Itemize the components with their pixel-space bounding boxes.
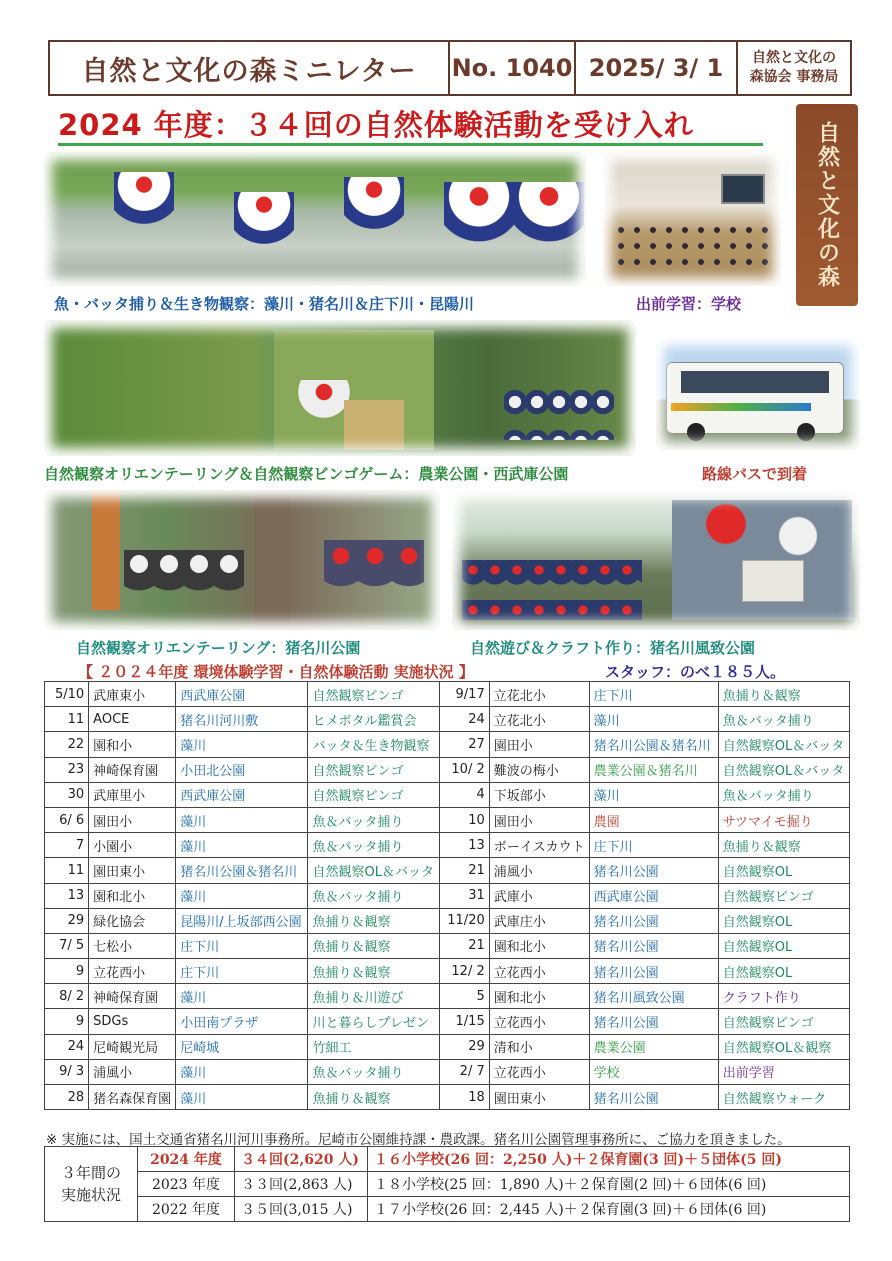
date-cell: 13 xyxy=(45,883,89,908)
letter-header xyxy=(48,40,852,96)
summary-count: ３３回(2,863 人) xyxy=(235,1172,368,1197)
photo-orienteering-park xyxy=(44,320,636,456)
section-title: 【 ２０２４年度 環境体験学習・自然体験活動 実施状況 】 xyxy=(78,663,474,681)
table-row xyxy=(45,933,850,958)
caption-craft: 自然遊び＆クラフト作り：猪名川風致公園 xyxy=(470,639,756,657)
photo-craft xyxy=(452,490,860,630)
date-cell: 9/ 3 xyxy=(45,1059,89,1084)
school-cell: 猪名森保育園 xyxy=(89,1085,176,1110)
date-cell: 5/10 xyxy=(45,682,89,707)
publisher-line1: 自然と文化の xyxy=(752,50,836,66)
place-cell: 農園 xyxy=(589,807,718,832)
summary-year: 2023 年度 xyxy=(138,1172,235,1197)
publisher xyxy=(738,42,850,94)
activity-cell: 自然観察OL＆観察 xyxy=(718,1034,849,1059)
school-cell: 立花北小 xyxy=(489,707,589,732)
table-row xyxy=(45,757,850,782)
place-cell: 猪名川公園 xyxy=(589,1009,718,1034)
school-cell: 尼崎観光局 xyxy=(89,1034,176,1059)
place-cell: 昆陽川/上坂部西公園 xyxy=(176,908,308,933)
place-cell: 庄下川 xyxy=(176,933,308,958)
summary-detail: １７小学校(26 回：2,445 人)＋２保育園(3 回)＋６団体(6 回) xyxy=(368,1197,850,1222)
date-cell: 23 xyxy=(45,757,89,782)
school-cell: 武庫東小 xyxy=(89,682,176,707)
date-cell: 7 xyxy=(45,833,89,858)
activity-cell: 自然観察ビンゴ xyxy=(308,782,439,807)
summary-year: 2022 年度 xyxy=(138,1197,235,1222)
table-row xyxy=(45,908,850,933)
forest-signpost xyxy=(796,104,858,306)
date-cell: 27 xyxy=(439,732,489,757)
activity-cell: クラフト作り xyxy=(718,984,849,1009)
school-cell: 立花西小 xyxy=(489,959,589,984)
place-cell: 西武庫公園 xyxy=(176,682,308,707)
activity-cell: サツマイモ掘り xyxy=(718,807,849,832)
activity-cell: 自然観察ビンゴ xyxy=(718,883,849,908)
school-cell: ボーイスカウト xyxy=(489,833,589,858)
activity-cell: 魚＆バッタ捕り xyxy=(308,807,439,832)
summary-label-line1: ３年間の xyxy=(60,1164,121,1182)
place-cell: 庄下川 xyxy=(589,682,718,707)
acknowledgement-note: ※ 実施には、国土交通省猪名川河川事務所。尼崎市公園維持課・農政課。猪名川公園管理事務所に、ご協力を頂きました。 xyxy=(46,1132,791,1148)
publisher-line2: 森協会 事務局 xyxy=(749,69,839,85)
school-cell: 神崎保育園 xyxy=(89,984,176,1009)
place-cell: 藻川 xyxy=(589,782,718,807)
table-row xyxy=(45,682,850,707)
school-cell: 立花西小 xyxy=(89,959,176,984)
place-cell: 猪名川公園 xyxy=(589,858,718,883)
place-cell: 猪名川河川敷 xyxy=(176,707,308,732)
school-cell: 立花西小 xyxy=(489,1009,589,1034)
date-cell: 11 xyxy=(45,707,89,732)
place-cell: 猪名川公園 xyxy=(589,908,718,933)
school-cell: 園田小 xyxy=(89,807,176,832)
table-row xyxy=(45,984,850,1009)
caption-river: 魚・バッタ捕り＆生き物観察：藻川・猪名川＆庄下川・昆陽川 xyxy=(54,295,475,313)
activity-cell: 竹細工 xyxy=(308,1034,439,1059)
school-cell: 小園小 xyxy=(89,833,176,858)
date-cell: 9 xyxy=(45,1009,89,1034)
activity-cell: 魚捕り＆観察 xyxy=(308,1085,439,1110)
activity-cell: 魚捕り＆観察 xyxy=(718,833,849,858)
table-row xyxy=(45,807,850,832)
activity-cell: 魚＆バッタ捕り xyxy=(308,833,439,858)
activity-cell: 自然観察ウォーク xyxy=(718,1085,849,1110)
date-cell: 29 xyxy=(45,908,89,933)
date-cell: 24 xyxy=(45,1034,89,1059)
date-cell: 8/ 2 xyxy=(45,984,89,1009)
place-cell: 小田南プラザ xyxy=(176,1009,308,1034)
school-cell: 園田東小 xyxy=(489,1085,589,1110)
place-cell: 尼崎城 xyxy=(176,1034,308,1059)
place-cell: 農業公園 xyxy=(589,1034,718,1059)
three-year-summary-table xyxy=(44,1146,850,1222)
activity-cell: 魚＆バッタ捕り xyxy=(718,782,849,807)
school-cell: 園和北小 xyxy=(489,984,589,1009)
school-cell: 武庫小 xyxy=(489,883,589,908)
date-cell: 28 xyxy=(45,1085,89,1110)
summary-count: ３４回(2,620 人) xyxy=(235,1147,368,1172)
table-row xyxy=(45,1009,850,1034)
summary-year: 2024 年度 xyxy=(138,1147,235,1172)
summary-label-line2: 実施状況 xyxy=(60,1186,121,1204)
summary-label xyxy=(45,1147,138,1222)
school-cell: 神崎保育園 xyxy=(89,757,176,782)
activity-cell: 自然観察OL xyxy=(718,959,849,984)
activity-cell: 自然観察OL＆バッタ xyxy=(718,732,849,757)
activity-cell: 魚＆バッタ捕り xyxy=(308,1059,439,1084)
table-row xyxy=(45,1059,850,1084)
school-cell: 浦風小 xyxy=(89,1059,176,1084)
summary-detail: １８小学校(25 回：1,890 人)＋２保育園(2 回)＋６団体(6 回) xyxy=(368,1172,850,1197)
place-cell: 猪名川公園＆猪名川 xyxy=(176,858,308,883)
place-cell: 猪名川公園＆猪名川 xyxy=(589,732,718,757)
table-row xyxy=(45,782,850,807)
place-cell: 藻川 xyxy=(176,883,308,908)
table-row xyxy=(45,1085,850,1110)
table-row xyxy=(45,1034,850,1059)
headline: 2024 年度：３４回の自然体験活動を受け入れ xyxy=(58,108,694,142)
table-row xyxy=(45,883,850,908)
school-cell: 緑化協会 xyxy=(89,908,176,933)
school-cell: 立花北小 xyxy=(489,682,589,707)
activity-cell: 自然観察ビンゴ xyxy=(718,1009,849,1034)
date-cell: 30 xyxy=(45,782,89,807)
summary-count: ３５回(3,015 人) xyxy=(235,1197,368,1222)
bus-body xyxy=(666,362,844,434)
place-cell: 猪名川風致公園 xyxy=(589,984,718,1009)
caption-bus: 路線バスで到着 xyxy=(702,465,808,483)
school-cell: 武庫庄小 xyxy=(489,908,589,933)
table-row xyxy=(45,959,850,984)
school-cell: 園和北小 xyxy=(89,883,176,908)
place-cell: 藻川 xyxy=(176,1059,308,1084)
activity-cell: 自然観察OL＆バッタ xyxy=(308,858,439,883)
photo-bus xyxy=(656,338,860,450)
date-cell: 9 xyxy=(45,959,89,984)
place-cell: 学校 xyxy=(589,1059,718,1084)
date-cell: 18 xyxy=(439,1085,489,1110)
school-cell: 七松小 xyxy=(89,933,176,958)
photo-school-lecture xyxy=(603,152,781,286)
activity-cell: 自然観察ビンゴ xyxy=(308,682,439,707)
summary-row xyxy=(45,1172,850,1197)
table-row xyxy=(45,707,850,732)
date-cell: 2/ 7 xyxy=(439,1059,489,1084)
photo-river-catching xyxy=(44,152,586,286)
date-cell: 10 xyxy=(439,807,489,832)
date-cell: 9/17 xyxy=(439,682,489,707)
date-cell: 21 xyxy=(439,933,489,958)
school-cell: 園田小 xyxy=(489,807,589,832)
date-cell: 29 xyxy=(439,1034,489,1059)
table-row xyxy=(45,858,850,883)
issue-number: No. 1040 xyxy=(450,42,576,94)
date-cell: 24 xyxy=(439,707,489,732)
date-cell: 31 xyxy=(439,883,489,908)
table-row xyxy=(45,833,850,858)
table-row xyxy=(45,732,850,757)
school-cell: 園和北小 xyxy=(489,933,589,958)
caption-ina-park: 自然観察オリエンテーリング：猪名川公園 xyxy=(76,639,361,657)
activity-cell: 魚捕り＆観察 xyxy=(308,933,439,958)
activity-cell: 魚捕り＆観察 xyxy=(308,959,439,984)
place-cell: 藻川 xyxy=(176,984,308,1009)
school-cell: 下坂部小 xyxy=(489,782,589,807)
place-cell: 庄下川 xyxy=(589,833,718,858)
school-cell: 園田小 xyxy=(489,732,589,757)
date-cell: 11/20 xyxy=(439,908,489,933)
school-cell: 園和小 xyxy=(89,732,176,757)
activity-cell: 川と暮らしプレゼン xyxy=(308,1009,439,1034)
date-cell: 13 xyxy=(439,833,489,858)
activity-cell: ヒメボタル鑑賞会 xyxy=(308,707,439,732)
date-cell: 12/ 2 xyxy=(439,959,489,984)
signpost-text: 自然と文化の森 xyxy=(814,121,840,289)
date-cell: 5 xyxy=(439,984,489,1009)
activity-cell: 出前学習 xyxy=(718,1059,849,1084)
school-cell: 武庫里小 xyxy=(89,782,176,807)
summary-row xyxy=(45,1147,850,1172)
activity-schedule-table xyxy=(44,681,850,1110)
activity-cell: 魚＆バッタ捕り xyxy=(718,707,849,732)
date-cell: 7/ 5 xyxy=(45,933,89,958)
date-cell: 11 xyxy=(45,858,89,883)
caption-orienteering: 自然観察オリエンテーリング＆自然観察ビンゴゲーム：農業公園・西武庫公園 xyxy=(44,465,569,483)
school-cell: AOCE xyxy=(89,707,176,732)
place-cell: 猪名川公園 xyxy=(589,959,718,984)
school-cell: 難波の梅小 xyxy=(489,757,589,782)
newsletter-title: 自然と文化の森ミニレター xyxy=(50,42,450,94)
date-cell: 10/ 2 xyxy=(439,757,489,782)
activity-cell: 魚捕り＆観察 xyxy=(308,908,439,933)
caption-school: 出前学習：学校 xyxy=(636,295,742,313)
date-cell: 22 xyxy=(45,732,89,757)
date-cell: 6/ 6 xyxy=(45,807,89,832)
date-cell: 21 xyxy=(439,858,489,883)
activity-cell: 自然観察ビンゴ xyxy=(308,757,439,782)
issue-date: 2025/ 3/ 1 xyxy=(576,42,738,94)
headline-underline xyxy=(58,143,763,146)
activity-cell: 自然観察OL xyxy=(718,858,849,883)
place-cell: 藻川 xyxy=(176,1085,308,1110)
activity-cell: バッタ＆生き物観察 xyxy=(308,732,439,757)
summary-row xyxy=(45,1197,850,1222)
place-cell: 農業公園＆猪名川 xyxy=(589,757,718,782)
activity-cell: 魚捕り＆観察 xyxy=(718,682,849,707)
date-cell: 4 xyxy=(439,782,489,807)
place-cell: 藻川 xyxy=(176,807,308,832)
place-cell: 藻川 xyxy=(176,732,308,757)
activity-cell: 自然観察OL xyxy=(718,908,849,933)
place-cell: 西武庫公園 xyxy=(589,883,718,908)
school-cell: 浦風小 xyxy=(489,858,589,883)
activity-cell: 魚＆バッタ捕り xyxy=(308,883,439,908)
place-cell: 庄下川 xyxy=(176,959,308,984)
place-cell: 猪名川公園 xyxy=(589,1085,718,1110)
place-cell: 猪名川公園 xyxy=(589,933,718,958)
place-cell: 西武庫公園 xyxy=(176,782,308,807)
place-cell: 藻川 xyxy=(589,707,718,732)
summary-detail: １６小学校(26 回：2,250 人)＋２保育園(3 回)＋５団体(5 回) xyxy=(368,1147,850,1172)
school-cell: 立花西小 xyxy=(489,1059,589,1084)
school-cell: 清和小 xyxy=(489,1034,589,1059)
staff-count: スタッフ：のべ１８５人。 xyxy=(605,663,786,681)
date-cell: 1/15 xyxy=(439,1009,489,1034)
school-cell: SDGs xyxy=(89,1009,176,1034)
place-cell: 藻川 xyxy=(176,833,308,858)
activity-cell: 魚捕り＆川遊び xyxy=(308,984,439,1009)
activity-cell: 自然観察OL xyxy=(718,933,849,958)
photo-ina-park xyxy=(44,490,440,630)
place-cell: 小田北公園 xyxy=(176,757,308,782)
school-cell: 園田東小 xyxy=(89,858,176,883)
activity-cell: 自然観察OL＆バッタ xyxy=(718,757,849,782)
